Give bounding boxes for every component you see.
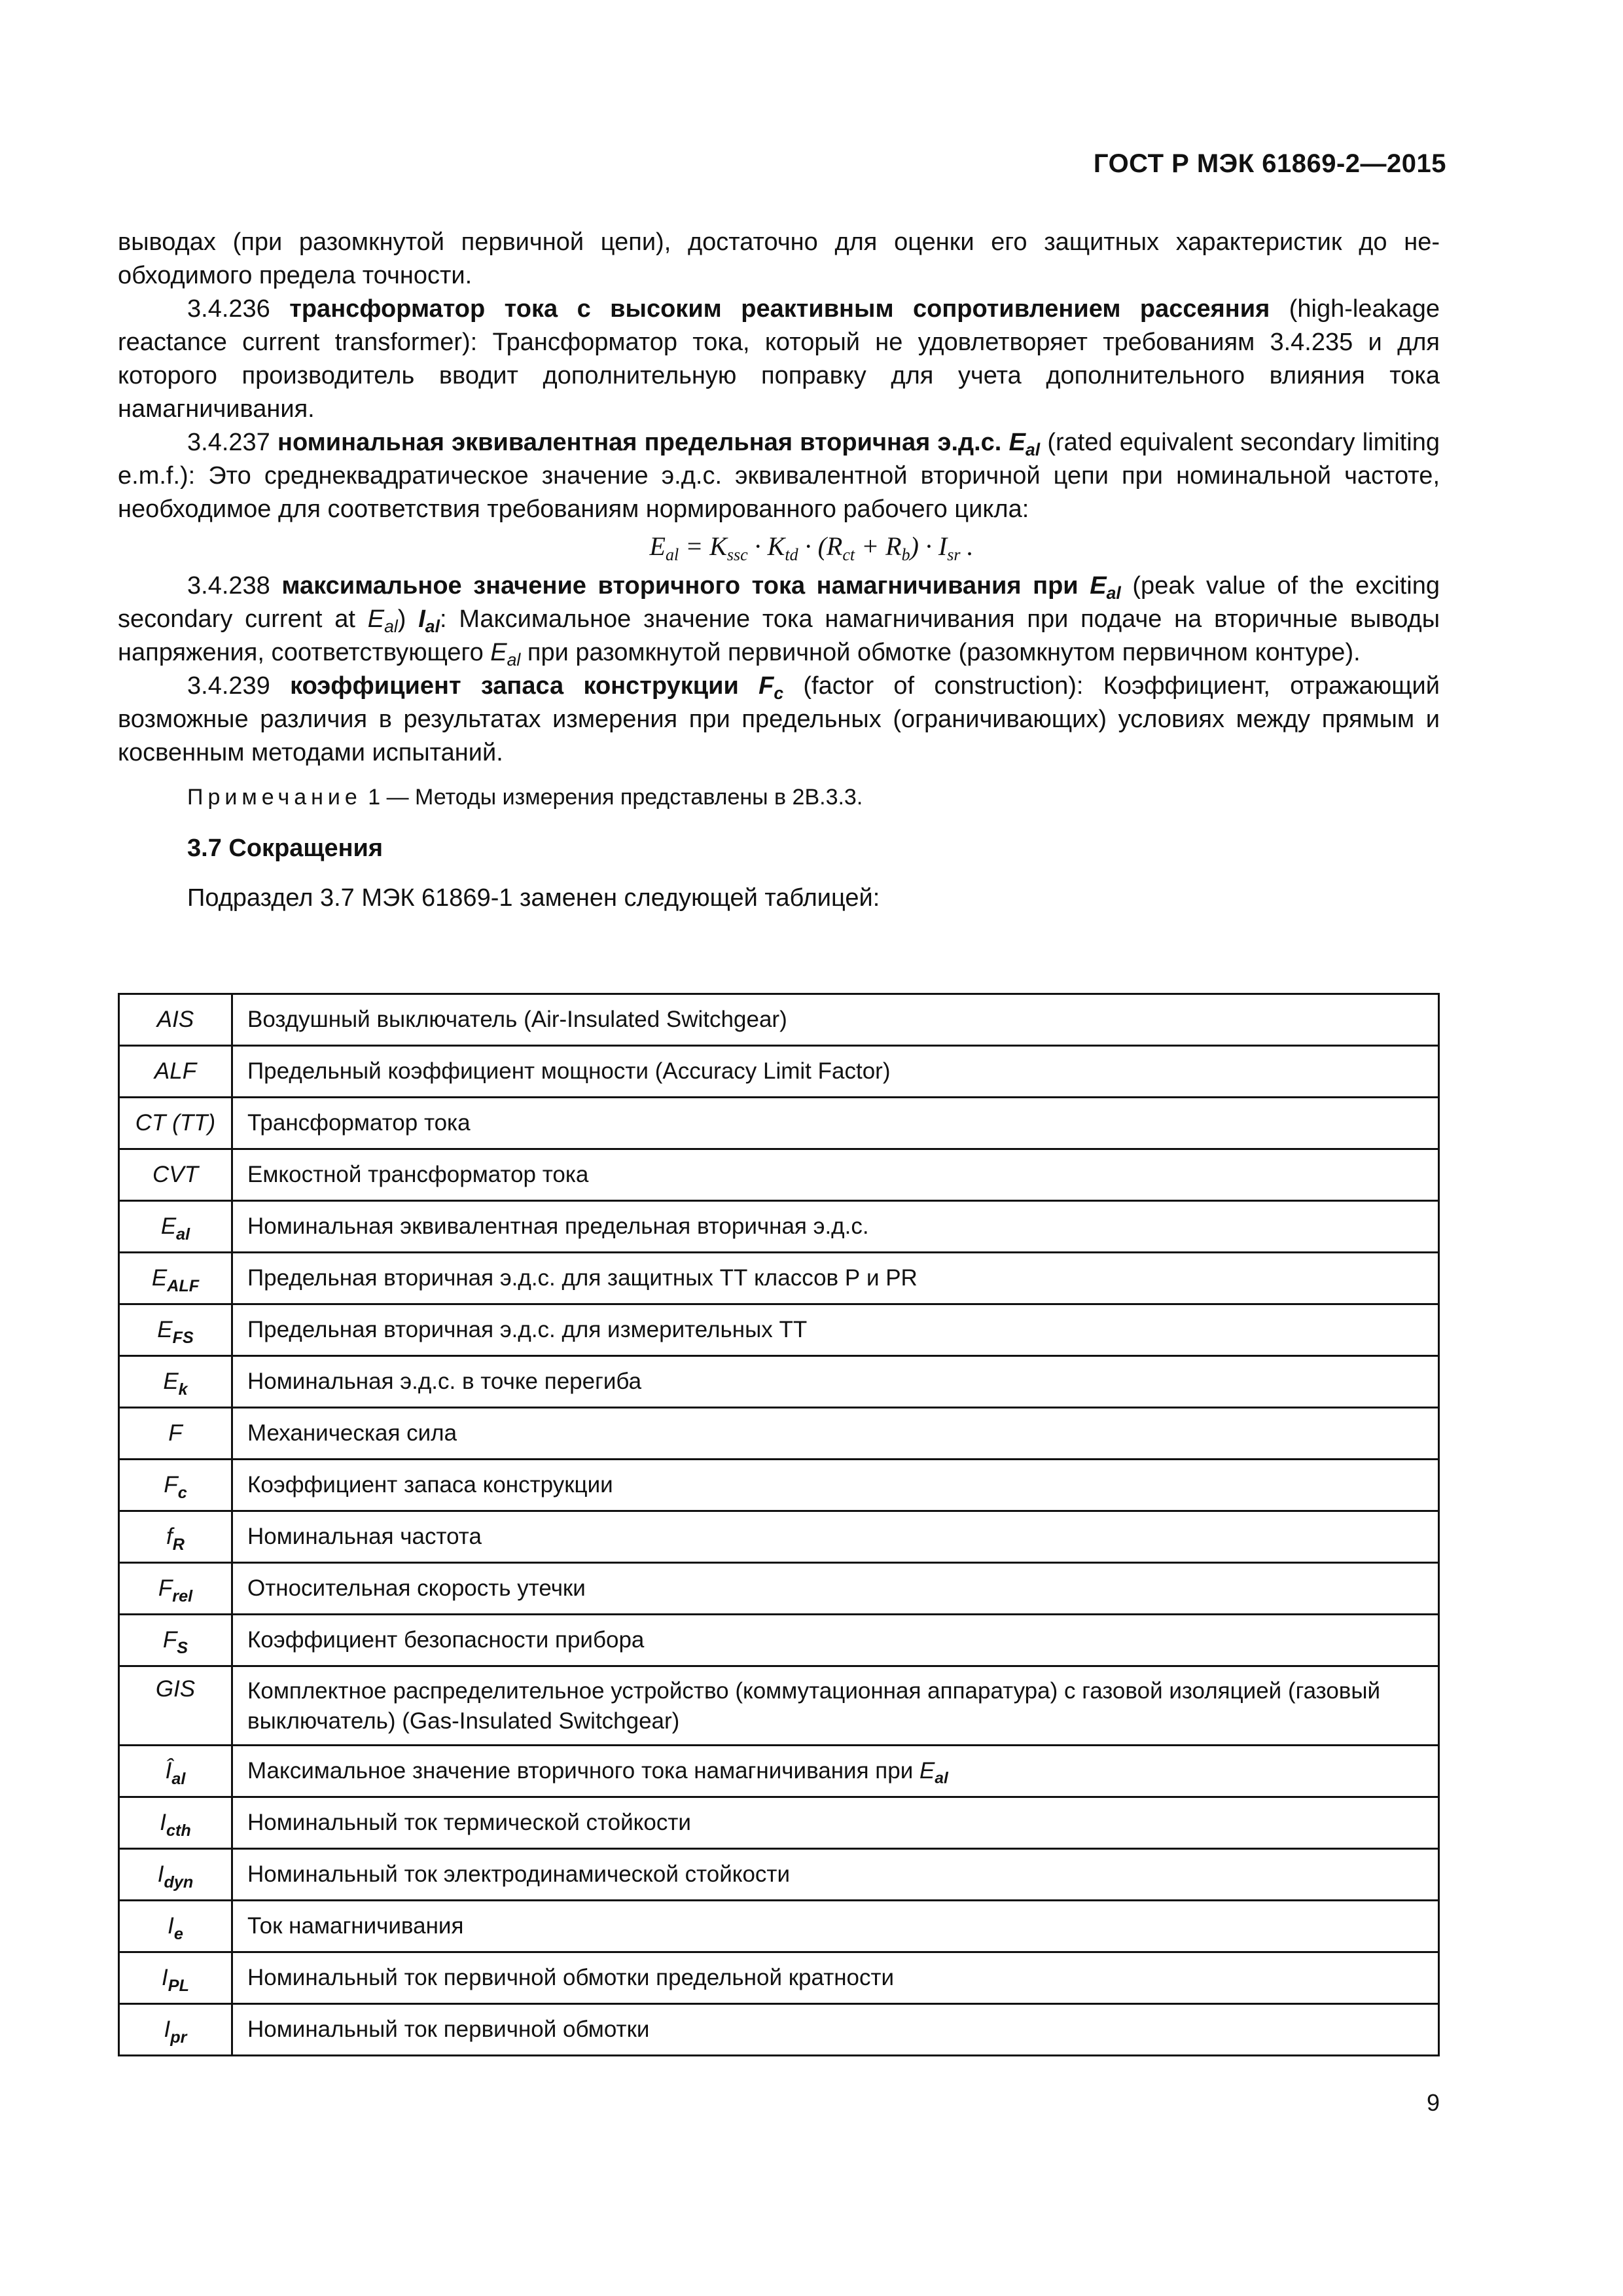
table-row xyxy=(119,1098,1439,1149)
table-row xyxy=(119,1901,1439,1952)
definition-symbol: $E_{al}$ xyxy=(1008,429,1041,459)
table-row xyxy=(119,994,1439,1046)
abbreviation-description: Емкостной трансформатор тока xyxy=(232,1149,1439,1201)
abbreviation-description: Номинальный ток термической стойкости xyxy=(232,1797,1439,1849)
abbreviation-description: Номинальный ток электродинамической стойкости xyxy=(232,1849,1439,1901)
table-row xyxy=(119,1149,1439,1201)
document-code-header: ГОСТ Р МЭК 61869-2—2015 xyxy=(1093,149,1446,178)
abbreviation-description: Максимальное значение вторичного тока намагничивания при $E_{al}$ xyxy=(232,1746,1439,1797)
definition-term: номинальная эквивалентная предельная вторичная э.д.с. xyxy=(277,429,1002,456)
table-row xyxy=(119,1849,1439,1901)
table-row xyxy=(119,1460,1439,1511)
abbreviation-symbol: $E_{al}$ xyxy=(119,1201,232,1253)
abbreviation-symbol: F xyxy=(119,1408,232,1460)
abbreviation-description: Предельная вторичная э.д.с. для защитных ТТ классов Р и PR xyxy=(232,1253,1439,1304)
table-row xyxy=(119,2004,1439,2056)
abbreviation-symbol: CT (TT) xyxy=(119,1098,232,1149)
abbreviation-description: Коэффициент запаса конструкции xyxy=(232,1460,1439,1511)
table-row xyxy=(119,1046,1439,1098)
abbreviation-description: Коэффициент безопасности прибора xyxy=(232,1615,1439,1666)
definition-number: 3.4.238 xyxy=(187,572,270,600)
abbreviation-symbol: CVT xyxy=(119,1149,232,1201)
abbreviation-description: Относительная скорость утечки xyxy=(232,1563,1439,1615)
abbreviation-description: Трансформатор тока xyxy=(232,1098,1439,1149)
abbreviation-description: Номинальная частота xyxy=(232,1511,1439,1563)
abbreviation-description: Номинальная эквивалентная предельная вторичная э.д.с. xyxy=(232,1201,1439,1253)
definition-3-4-238: 3.4.238 максимальное значение вторичного тока намагничивания при $E_{al}$ (peak value of the exciting secondary current at $E_{al}$) $I_{al}$: Максимальное значение тока намагничивания при подаче на вторичные выводы напряжения, соответствующего $E_{al}$ при разомкнутой первичной обмотке (разомкнутом первичном контуре). xyxy=(118,572,1440,670)
abbreviation-description: Предельный коэффициент мощности (Accuracy Limit Factor) xyxy=(232,1046,1439,1098)
abbreviation-symbol: $E_{FS}$ xyxy=(119,1304,232,1356)
abbreviation-symbol: $F_c$ xyxy=(119,1460,232,1511)
section-heading: 3.7 Сокращения xyxy=(187,834,383,862)
definition-text-a: (peak value of the exciting secondary current at xyxy=(118,572,1440,633)
definition-term: коэффициент запаса конструкции xyxy=(290,672,739,700)
abbreviation-symbol: $Î_{al}$ xyxy=(119,1746,232,1797)
definition-number: 3.4.236 xyxy=(187,295,270,323)
table-row xyxy=(119,1797,1439,1849)
abbreviation-description: Механическая сила xyxy=(232,1408,1439,1460)
abbreviation-description: Комплектное распределительное устройство (коммутационная аппаратура) с газовой изоляцией (газовый выключатель) (Gas-Insulated Switchgear) xyxy=(232,1666,1439,1746)
abbreviation-symbol: ALF xyxy=(119,1046,232,1098)
note-label: Примечание xyxy=(187,785,362,810)
inline-symbol-2: $E_{al}$ xyxy=(490,639,521,670)
table-row xyxy=(119,1666,1439,1746)
definition-term: трансформатор тока с высоким реактивным сопротивлением рассеяния xyxy=(289,295,1270,323)
abbreviation-symbol: $E_k$ xyxy=(119,1356,232,1408)
abbreviation-description: Номинальный ток первичной обмотки xyxy=(232,2004,1439,2056)
definition-number: 3.4.239 xyxy=(187,672,270,700)
table-row xyxy=(119,1746,1439,1797)
inline-symbol: $E_{al}$ xyxy=(367,605,398,636)
note xyxy=(118,781,1440,813)
page-number: 9 xyxy=(1426,2089,1440,2116)
abbreviation-symbol: $I_{PL}$ xyxy=(119,1952,232,2004)
definition-text-c: : Максимальное значение тока намагничивания при подаче на вторичные выводы напряжения, соответствующего xyxy=(118,605,1440,666)
table-row xyxy=(119,1408,1439,1460)
definition-symbol-2: $I_{al}$ xyxy=(418,605,440,636)
table-row xyxy=(119,1253,1439,1304)
definition-text: (rated equivalent secondary limiting e.m.f.): Это среднеквадратическое значение э.д.с. эквивалентной вторичной цепи при номинальной частоте, необходимое для соответствия требованиям нормированного рабочего цикла: xyxy=(118,429,1440,523)
inline-symbol: $E_{al}$ xyxy=(919,1758,948,1787)
abbreviation-description: Предельная вторичная э.д.с. для измерительных ТТ xyxy=(232,1304,1439,1356)
abbreviation-symbol: $F_S$ xyxy=(119,1615,232,1666)
definition-symbol: $E_{al}$ xyxy=(1090,572,1121,603)
table-row xyxy=(119,1201,1439,1253)
note-text: 1 — Методы измерения представлены в 2В.3.3. xyxy=(368,785,863,810)
table-row xyxy=(119,1304,1439,1356)
abbreviations-table xyxy=(118,993,1440,2056)
abbreviation-description: Номинальный ток первичной обмотки предельной кратности xyxy=(232,1952,1439,2004)
abbreviation-symbol: $E_{ALF}$ xyxy=(119,1253,232,1304)
definition-symbol: $F_c$ xyxy=(758,672,784,703)
definition-3-4-236 xyxy=(118,293,1440,426)
continued-paragraph: выводах (при разомкнутой первичной цепи), достаточно для оценки его защитных характеристик до необходимого предела точности. xyxy=(118,228,1440,289)
abbreviation-symbol: $I_{dyn}$ xyxy=(119,1849,232,1901)
abbreviation-symbol: $f_R$ xyxy=(119,1511,232,1563)
abbreviation-symbol: $I_{pr}$ xyxy=(119,2004,232,2056)
definition-text: (high-leakage reactance current transformer): Трансформатор тока, который не удовлетворяет требованиям 3.4.235 и для которого производитель вводит дополнительную поправку для учета дополнительного влияния тока намагничивания. xyxy=(118,295,1440,423)
definition-term: максимальное значение вторичного тока намагничивания при xyxy=(281,572,1079,600)
table-row xyxy=(119,1952,1439,2004)
abbreviation-symbol: GIS xyxy=(119,1666,232,1746)
table-row xyxy=(119,1563,1439,1615)
table-row xyxy=(119,1356,1439,1408)
section-intro: Подраздел 3.7 МЭК 61869-1 заменен следующей таблицей: xyxy=(187,884,880,912)
table-row xyxy=(119,1511,1439,1563)
abbreviation-symbol: $I_{cth}$ xyxy=(119,1797,232,1849)
definition-text: (factor of construction): Коэффициент, отражающий возможные различия в результатах измерения при предельных (ограничивающих) условиях между прямым и косвенным методами испытаний. xyxy=(118,672,1440,766)
abbreviation-symbol: AIS xyxy=(119,994,232,1046)
definition-3-4-237 xyxy=(118,426,1440,526)
definition-text-d: при разомкнутой первичной обмотке (разомкнутом первичном контуре). xyxy=(527,639,1361,666)
abbreviation-description: Воздушный выключатель (Air-Insulated Switchgear) xyxy=(232,994,1439,1046)
abbreviation-symbol: $I_e$ xyxy=(119,1901,232,1952)
abbreviation-description: Номинальная э.д.с. в точке перегиба xyxy=(232,1356,1439,1408)
document-body xyxy=(118,226,1440,915)
abbreviation-symbol: $F_{rel}$ xyxy=(119,1563,232,1615)
formula-eal: $E_{al} = K_{ssc} \cdot K_{td} \cdot (R_{ct} + R_b) \cdot I_{sr}$ . xyxy=(649,531,974,564)
definition-number: 3.4.237 xyxy=(187,429,270,456)
definition-3-4-239 xyxy=(118,670,1440,770)
abbreviation-description: Ток намагничивания xyxy=(232,1901,1439,1952)
table-row xyxy=(119,1615,1439,1666)
